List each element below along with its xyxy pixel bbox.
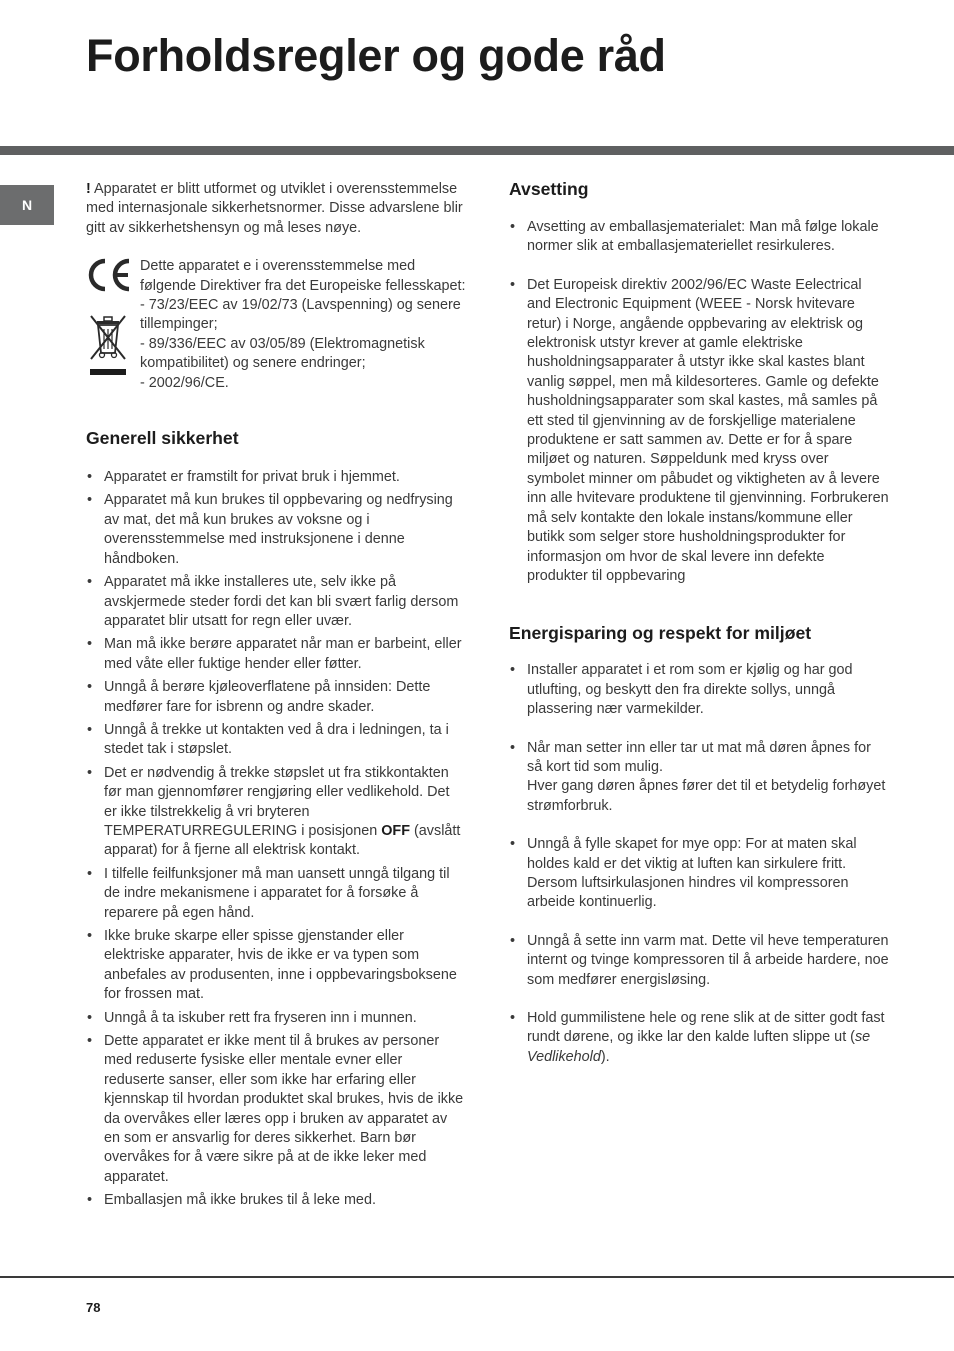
list-item-text: Det er nødvendig å trekke støpslet ut fra stikkontakten før man gjennomfører rengjøring eller vedlikehold. Det er ikke tilstrekkelig å vri bryteren TEMPERATURREGULERING i posisjonen xyxy=(104,764,450,839)
section-heading-general-safety: Generell sikkerhet xyxy=(86,428,239,449)
list-item: • Installer apparatet i et rom som er kjølig og har god utlufting, og beskytt den fra direkte sollys, unngå plassering nær varmekilder. xyxy=(509,661,889,719)
energy-list xyxy=(509,661,889,1067)
ce-text-2: - 73/23/EEC av 19/02/73 (Lavspenning) og senere tillempinger; xyxy=(140,297,461,333)
left-column xyxy=(86,180,466,1215)
ce-text-4: - 2002/96/CE. xyxy=(140,374,229,391)
ce-text-1: Dette apparatet e i overensstemmelse med følgende Direktiver fra det Europeiske fellesskapet: xyxy=(140,258,466,294)
page-title: Forholdsregler og gode råd xyxy=(86,30,666,81)
ce-mark-icon xyxy=(86,257,132,293)
disposal-list xyxy=(509,218,889,586)
crossed-bin-icon xyxy=(88,313,128,377)
list-item: • Det Europeisk direktiv 2002/96/EC Waste Eelectrical and Electronic Equipment (WEEE - Norsk hvitevare retur) i Norge, angående oppbevaring av elektrisk og elektronisk utstyr krever at gamle elektriske husholdningsapparater å utstyr ikke skal kastes blant vanlig søppel, men må kildesorteres. Gamle og defekte husholdningsapparater som skal kastes, må samles på ett sted til gjenvinning av de forskjellige materialene produktene er satt sammen av. Dette er for å spare miljøet og naturen. Søppeldunk med kryss over symbolet minner om påbudet og viktigheten av å levere inn alle hvitevare produktene til gjenvinning. Forbrukeren må selv kontakte den lokale instans/kommune eller butikk som selger store husholdningsprodukter for informasjon om hvor de skal levere inn defekte produkter til oppbevaring xyxy=(509,276,889,587)
list-item: • Unngå å sette inn varm mat. Dette vil heve temperaturen internt og tvinge kompressoren til å arbeide hardere, noe som medfører energisløsing. xyxy=(509,932,889,990)
list-item-text: Hver gang døren åpnes fører det til et betydelig forhøyet strømforbruk. xyxy=(527,778,886,814)
list-item: • I tilfelle feilfunksjoner må man uansett unngå tilgang til de indre mekanismene i apparatet for å forsøke å reparere på egen hånd. xyxy=(86,865,466,923)
header-divider xyxy=(0,146,954,155)
list-item xyxy=(86,764,466,861)
warning-mark: ! xyxy=(86,181,91,197)
list-item-text: (avslått apparat) for å fjerne all elektrisk kontakt. xyxy=(104,822,461,859)
section-heading-disposal: Avsetting xyxy=(509,179,589,199)
list-item: • Avsetting av emballasjematerialet: Man må følge lokale normer slik at emballasjemateriellet resirkuleres. xyxy=(509,218,889,257)
page-number: 78 xyxy=(86,1300,101,1315)
ce-text-3: - 89/336/EEC av 03/05/89 (Elektromagnetisk kompatibilitet) og senere endringer; xyxy=(140,335,425,372)
list-item: • Emballasjen må ikke brukes til å leke med. xyxy=(86,1191,466,1210)
list-item: • Unngå å ta iskuber rett fra fryseren inn i munnen. xyxy=(86,1009,466,1028)
off-label: OFF xyxy=(381,822,411,839)
list-item xyxy=(509,1009,889,1067)
list-item: • Unngå å trekke ut kontakten ved å dra i ledningen, ta i stedet tak i støpslet. xyxy=(86,721,466,760)
general-safety-list xyxy=(86,468,466,1211)
right-column xyxy=(509,180,889,1086)
list-item-text: ). xyxy=(600,1048,610,1065)
list-item: • Ikke bruke skarpe eller spisse gjenstander eller elektriske apparater, hvis de ikke er va typen som anbefales av produsenten, inne i oppbevaringsboksene for frossen mat. xyxy=(86,927,466,1005)
maintenance-reference-link[interactable]: se Vedlikehold xyxy=(527,1029,871,1065)
list-item xyxy=(509,739,889,817)
list-item-text: Når man setter inn eller tar ut mat må døren åpnes for så kort tid som mulig. xyxy=(527,739,871,775)
language-tab: N xyxy=(0,185,54,225)
list-item: • Unngå å fylle skapet for mye opp: For at maten skal holdes kald er det viktig at luften kan sirkulere fritt. Dersom luftsirkulasjonen hindres vil kompressoren arbeide kontinuerlig. xyxy=(509,835,889,913)
list-item: • Apparatet må ikke installeres ute, selv ikke på avskjermede steder fordi det kan bli svært farlig dersom apparatet blir utsatt for regn eller uvær. xyxy=(86,573,466,631)
ce-compliance-block xyxy=(86,257,466,393)
list-item: • Apparatet er framstilt for privat bruk i hjemmet. xyxy=(86,468,466,487)
list-item: • Dette apparatet er ikke ment til å brukes av personer med reduserte fysiske eller mentale evner eller reduserte sanser, eller som ikke har erfaring eller kjennskap til hvordan produktet skal brukes, hvis de ikke da overvåkes eller læres opp i bruken av apparatet av en som er ansvarlig for deres sikkerhet. Barn bør overvåkes for å være sikre på at de ikke leker med apparatet. xyxy=(86,1032,466,1187)
list-item: • Apparatet må kun brukes til oppbevaring og nedfrysing av mat, det må kun brukes av voksne og i overensstemmelse med instruksjonene i denne håndboken. xyxy=(86,491,466,569)
intro-paragraph xyxy=(86,180,466,238)
list-item: • Unngå å berøre kjøleoverflatene på innsiden: Dette medfører fare for isbrenn og andre skader. xyxy=(86,678,466,717)
list-item: • Man må ikke berøre apparatet når man er barbeint, eller med våte eller fuktige hender eller føtter. xyxy=(86,635,466,674)
intro-text: Apparatet er blitt utformet og utviklet i overensstemmelse med internasjonale sikkerhetsnormer. Disse advarslene blir gitt av sikkerhetshensyn og må leses nøye. xyxy=(86,181,463,236)
section-heading-energy: Energisparing og respekt for miljøet xyxy=(509,623,812,644)
list-item-text: Hold gummilistene hele og rene slik at de sitter godt fast rundt dørene, og ikke lar den kalde luften slippe ut ( xyxy=(527,1010,885,1046)
footer-divider xyxy=(0,1276,954,1278)
